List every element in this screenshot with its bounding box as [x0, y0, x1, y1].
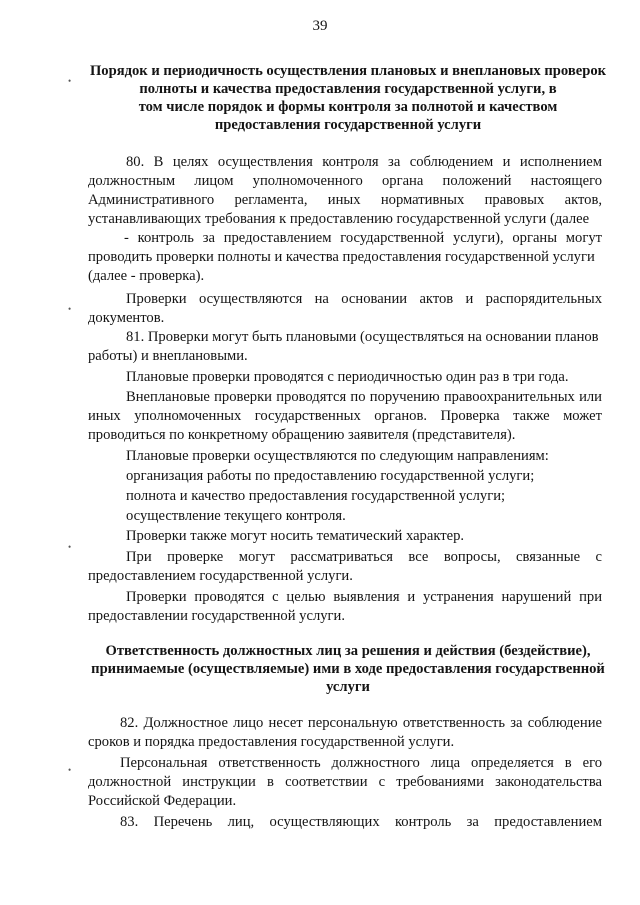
text-line: сроков и порядка предоставления государственной услуги.	[88, 734, 455, 750]
section-heading-responsibility	[84, 642, 612, 696]
text-line: документов.	[88, 310, 165, 326]
text-line: предоставлением государственной услуги.	[88, 568, 353, 584]
text-line: организация работы по предоставлению государственной услуги;	[126, 468, 535, 484]
section-heading-inspections	[84, 62, 612, 134]
text-line: предоставлении государственной услуги.	[88, 608, 345, 624]
scan-mark: •	[68, 765, 72, 775]
text-line: Проверки также могут носить тематический характер.	[126, 528, 465, 544]
text-line: 81. Проверки могут быть плановыми (осуществляться на основании планов	[126, 329, 599, 345]
scan-mark: •	[68, 304, 72, 314]
text-line: работы) и внеплановыми.	[88, 348, 248, 364]
text-line: Проверки осуществляются на основании актов и распорядительных	[126, 291, 602, 307]
heading-line: принимаемые (осуществляемые) ими в ходе предоставления государственной	[91, 661, 605, 677]
page-number: 39	[312, 18, 328, 34]
text-line: 80. В целях осуществления контроля за соблюдением и исполнением	[126, 154, 602, 170]
heading-line: том числе порядок и формы контроля за полнотой и качеством	[138, 99, 558, 115]
dash-continuation: - контроль за предоставлением государственной услуги), органы могут	[124, 230, 602, 246]
text-line: 82. Должностное лицо несет персональную ответственность за соблюдение	[120, 715, 602, 731]
text-line: Внеплановые проверки проводятся по поручению правоохранительных или	[126, 389, 602, 405]
heading-line: Ответственность должностных лиц за решения и действия (бездействие),	[105, 643, 591, 659]
heading-line: услуги	[326, 679, 370, 695]
text-line: Плановые проверки осуществляются по следующим направлениям:	[126, 448, 549, 464]
text-line: Административного регламента, иных нормативных правовых актов,	[88, 192, 602, 208]
text-line: Российской Федерации.	[88, 793, 237, 809]
text-line: проводить проверки полноты и качества предоставления государственной услуги	[88, 249, 595, 265]
text-line: устанавливающих требования к предоставлению государственной услуги (далее	[88, 211, 590, 227]
text-line: полнота и качество предоставления государственной услуги;	[126, 488, 506, 504]
text-line: Проверки проводятся с целью выявления и устранения нарушений при	[126, 589, 602, 605]
text-line: Персональная ответственность должностного лица определяется в его	[120, 755, 602, 771]
text-line: осуществление текущего контроля.	[126, 508, 346, 524]
text-line: должностным лицом уполномоченного органа положений настоящего	[88, 173, 602, 189]
text-line: должностной инструкции в соответствии с требованиями законодательства	[88, 774, 602, 790]
text-line: 83. Перечень лиц, осуществляющих контроль за предоставлением	[120, 814, 602, 830]
heading-line: предоставления государственной услуги	[214, 117, 482, 133]
text-line: проводиться по конкретному обращению заявителя (представителя).	[88, 427, 516, 443]
heading-line: Порядок и периодичность осуществления плановых и внеплановых проверок	[89, 63, 607, 79]
text-line: Плановые проверки проводятся с периодичностью один раз в три года.	[126, 369, 569, 385]
scan-mark: •	[68, 76, 72, 86]
scan-mark: •	[68, 542, 72, 552]
text-line: иных уполномоченных государственных органов. Проверка также может	[88, 408, 602, 424]
heading-line: полноты и качества предоставления государственной услуги, в	[139, 81, 557, 97]
text-line: При проверке могут рассматриваться все вопросы, связанные с	[126, 549, 602, 565]
text-line: (далее - проверка).	[88, 268, 205, 284]
